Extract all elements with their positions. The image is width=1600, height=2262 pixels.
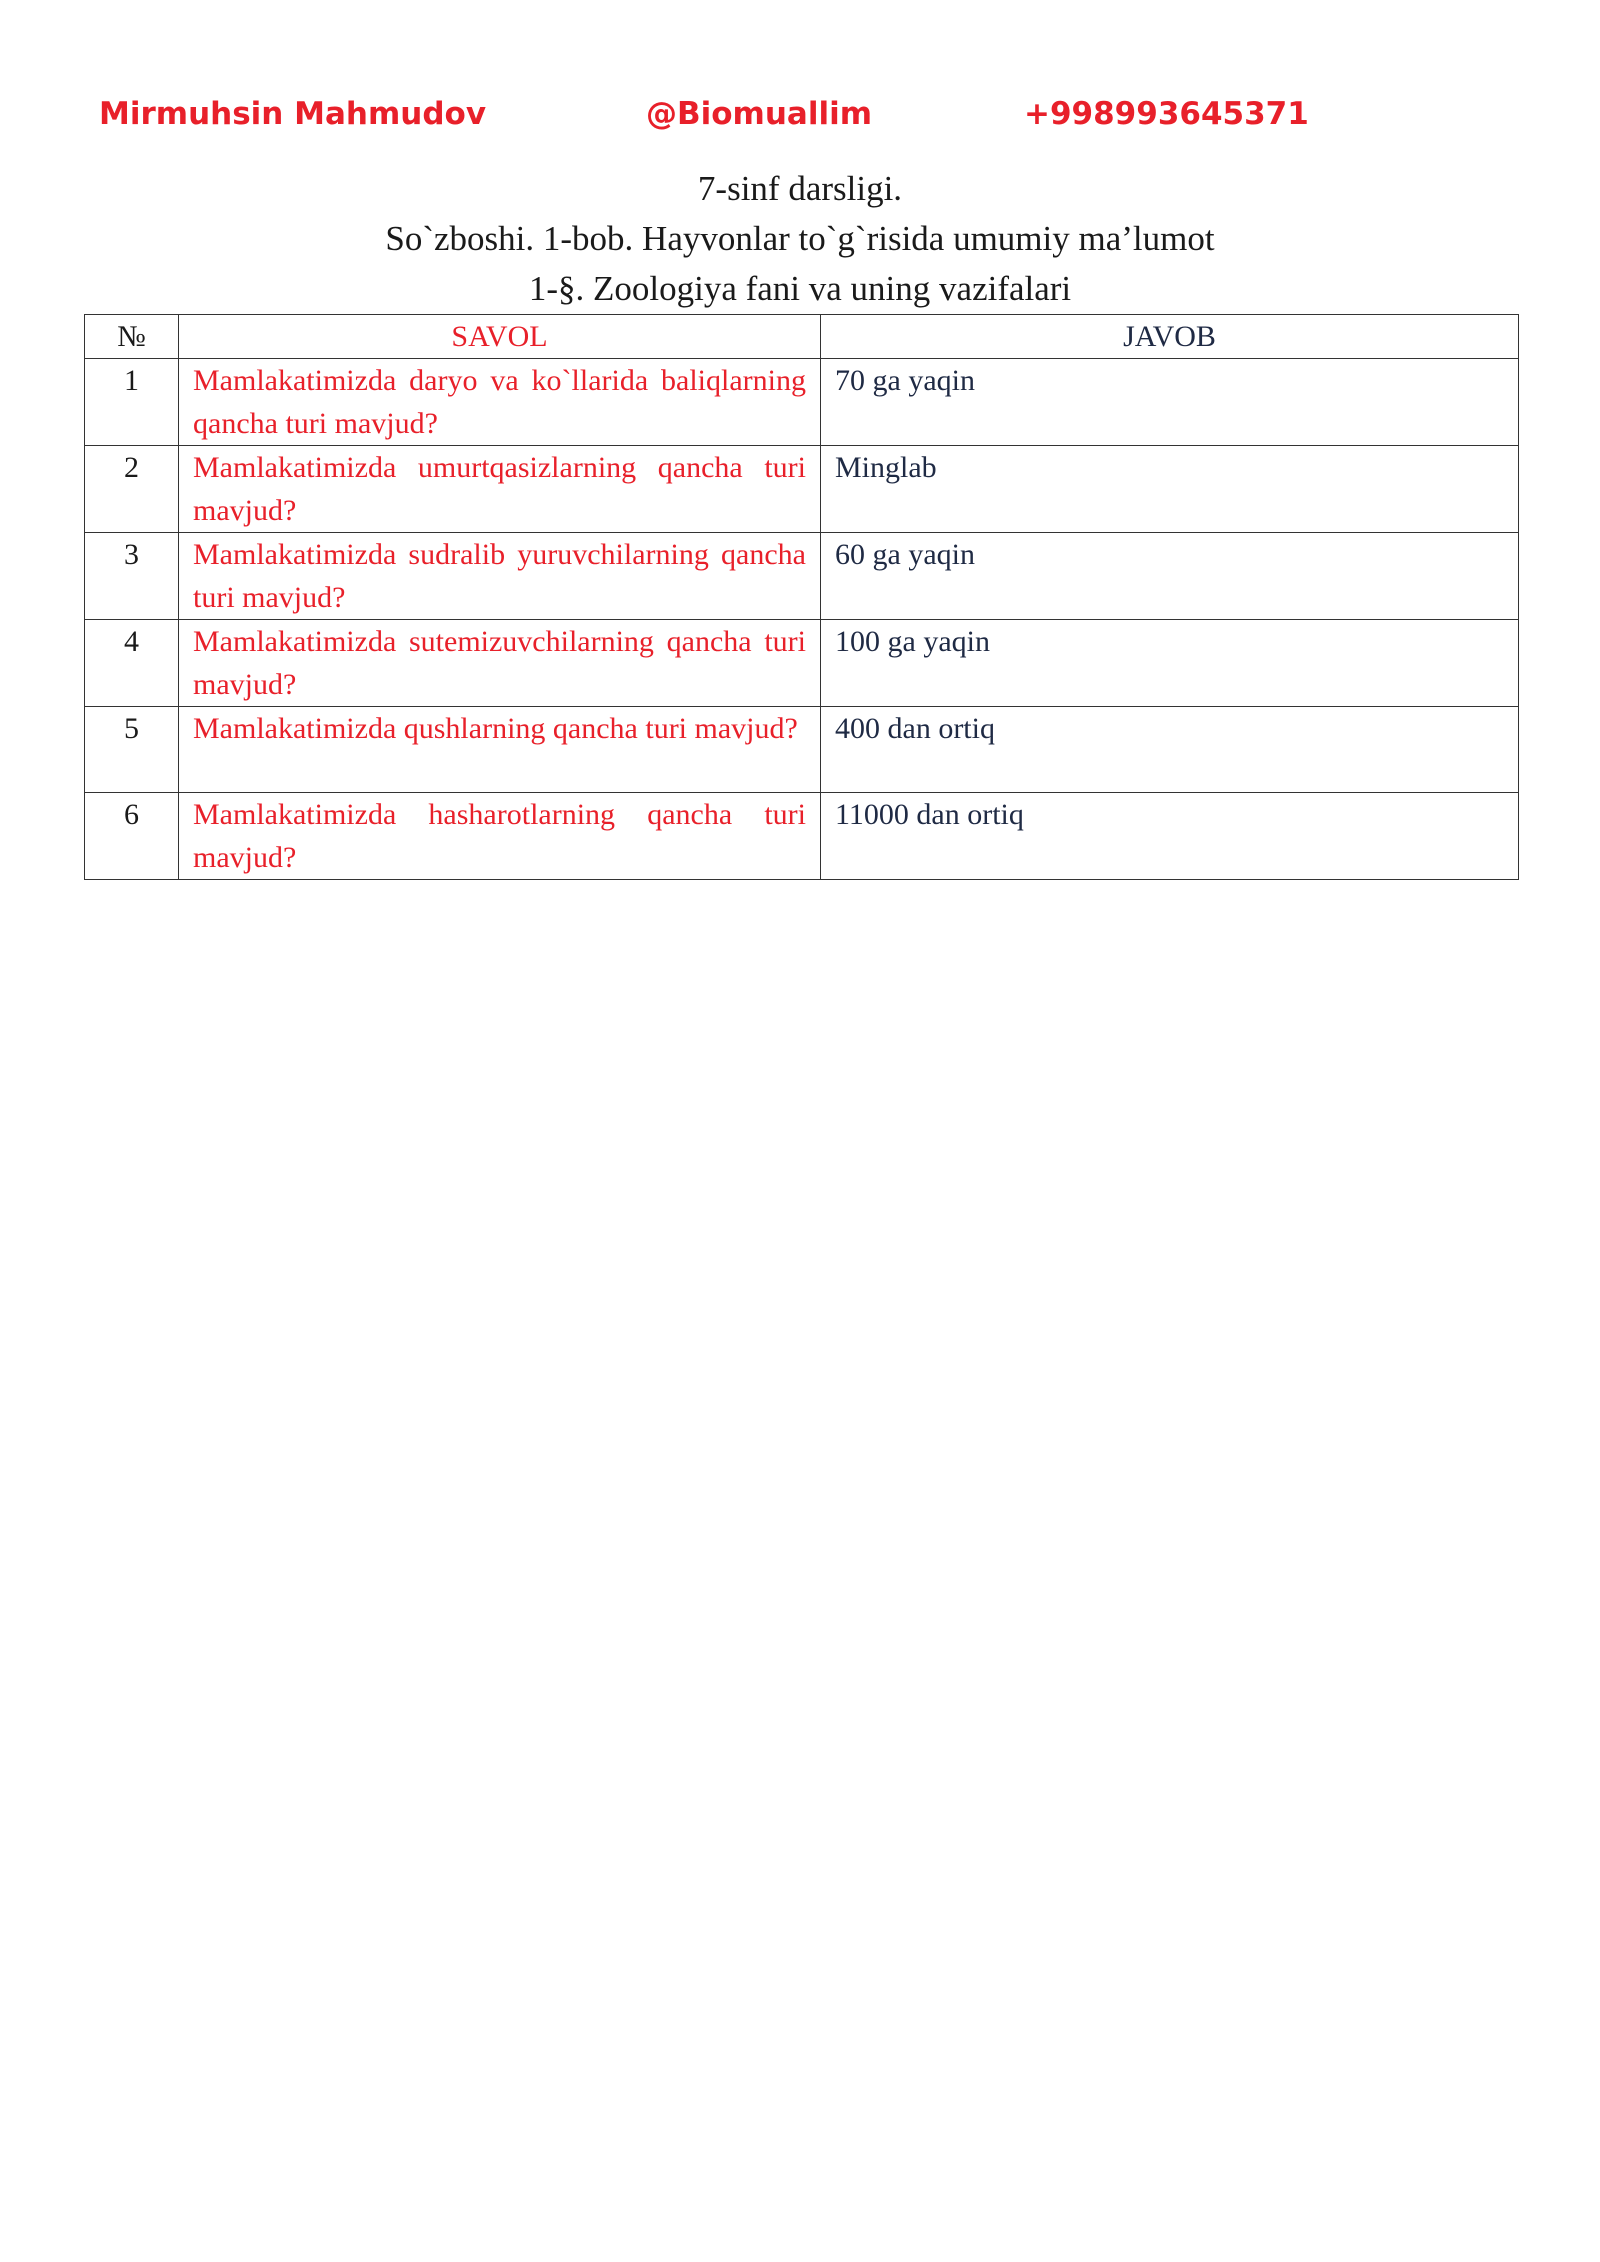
table-header-row <box>85 315 1519 359</box>
row-number: 5 <box>85 707 179 793</box>
row-answer: 100 ga yaqin <box>821 620 1519 707</box>
row-number: 3 <box>85 533 179 620</box>
page-header <box>0 96 1600 146</box>
author-name: Mirmuhsin Mahmudov <box>99 96 487 132</box>
row-number: 4 <box>85 620 179 707</box>
row-question: Mamlakatimizda sutemizuvchilarning qancha turi mavjud? <box>179 620 821 707</box>
row-question: Mamlakatimizda hasharotlarning qancha turi mavjud? <box>179 793 821 880</box>
row-answer: 11000 dan ortiq <box>821 793 1519 880</box>
chapter-title: So`zboshi. 1-bob. Hayvonlar to`g`risida umumiy ma’lumot <box>385 219 1215 258</box>
row-answer: 70 ga yaqin <box>821 359 1519 446</box>
row-question: Mamlakatimizda sudralib yuruvchilarning qancha turi mavjud? <box>179 533 821 620</box>
table-row <box>85 359 1519 446</box>
row-number: 1 <box>85 359 179 446</box>
table-row <box>85 707 1519 793</box>
phone-number: +998993645371 <box>1024 96 1309 132</box>
row-question: Mamlakatimizda daryo va ko`llarida baliqlarning qancha turi mavjud? <box>179 359 821 446</box>
row-answer: 400 dan ortiq <box>821 707 1519 793</box>
table-row <box>85 533 1519 620</box>
document-titles <box>0 164 1600 314</box>
column-header-answer: JAVOB <box>821 315 1519 359</box>
qa-table <box>84 314 1519 880</box>
table-row <box>85 793 1519 880</box>
section-title: 1-§. Zoologiya fani va uning vazifalari <box>528 269 1072 308</box>
table-row <box>85 620 1519 707</box>
row-answer: 60 ga yaqin <box>821 533 1519 620</box>
row-number: 6 <box>85 793 179 880</box>
row-question: Mamlakatimizda qushlarning qancha turi mavjud? <box>179 707 821 793</box>
textbook-title: 7-sinf darsligi. <box>697 169 903 208</box>
row-number: 2 <box>85 446 179 533</box>
table-row <box>85 446 1519 533</box>
column-header-question: SAVOL <box>179 315 821 359</box>
channel-handle: @Biomuallim <box>646 96 873 132</box>
row-answer: Minglab <box>821 446 1519 533</box>
row-question: Mamlakatimizda umurtqasizlarning qancha turi mavjud? <box>179 446 821 533</box>
column-header-number: № <box>85 315 179 359</box>
